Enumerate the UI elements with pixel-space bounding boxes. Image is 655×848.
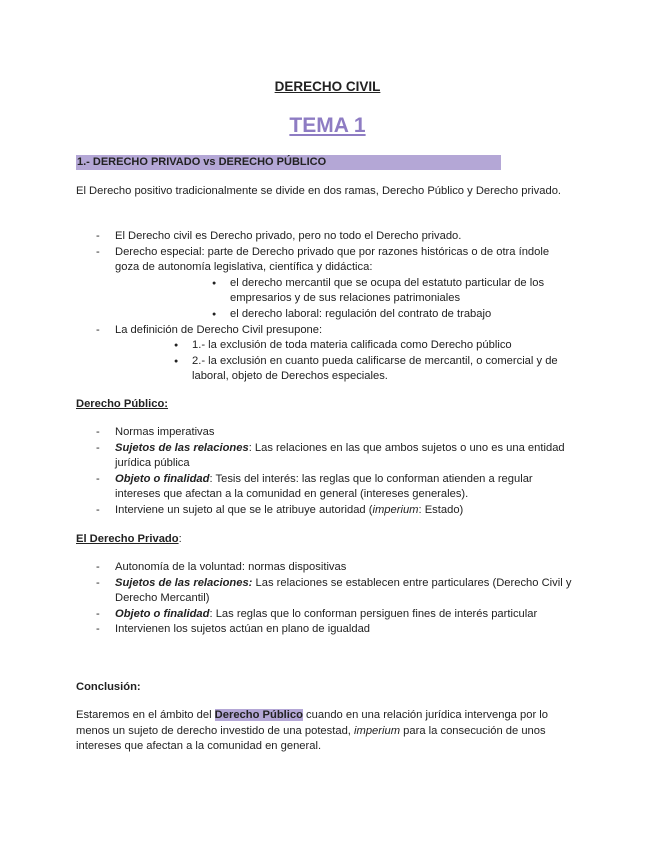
conclusion-text: cuando en una relación jurídica intervenga por lo menos un sujeto de derecho investido de una potestad, xyxy=(76,709,548,737)
characteristics-list xyxy=(76,229,576,385)
intro-paragraph: El Derecho positivo tradicionalmente se divide en dos ramas, Derecho Público y Derecho privado. xyxy=(76,185,562,197)
sub-list-item: ● el derecho laboral: regulación del contrato de trabajo xyxy=(115,307,576,323)
conclusion-heading: Conclusión: xyxy=(76,681,141,693)
item-label: Sujetos de las relaciones: xyxy=(115,576,253,589)
list-item xyxy=(76,576,576,607)
topic-title: TEMA 1 xyxy=(289,114,366,137)
conclusion-italic: imperium xyxy=(354,724,401,737)
list-item xyxy=(76,245,576,323)
sub-list-item: ● 2.- la exclusión en cuanto pueda calificarse de mercantil, o comercial y de laboral, objeto de Derechos especiales. xyxy=(115,354,576,385)
list-item xyxy=(76,323,576,385)
list-item: - Autonomía de la voluntad: normas dispositivas xyxy=(76,560,576,576)
item-italic: imperium xyxy=(372,503,419,516)
list-item: - Intervienen los sujetos actúan en plano de igualdad xyxy=(76,622,576,638)
item-label: Objeto o finalidad xyxy=(115,607,210,620)
derecho-privado-list xyxy=(76,560,576,638)
conclusion-paragraph xyxy=(76,708,576,755)
item-text: Interviene un sujeto al que se le atribuye autoridad ( xyxy=(115,503,373,516)
list-item xyxy=(76,503,576,519)
item-label: Objeto o finalidad xyxy=(115,472,210,485)
sub-list xyxy=(115,338,576,385)
derecho-privado-heading xyxy=(76,532,576,548)
list-item: - Normas imperativas xyxy=(76,425,576,441)
section-heading: 1.- DERECHO PRIVADO vs DERECHO PÚBLICO xyxy=(76,155,501,170)
item-text: : Estado) xyxy=(418,503,464,516)
conclusion-text: Estaremos en el ámbito del xyxy=(76,709,215,721)
sub-list xyxy=(115,276,576,323)
item-text: Las relaciones se establecen entre particulares (Derecho Civil y Derecho Mercantil) xyxy=(115,576,572,605)
item-text: : Las reglas que lo conforman persiguen fines de interés particular xyxy=(209,607,538,620)
document-title: DERECHO CIVIL xyxy=(274,79,381,94)
list-item xyxy=(76,472,576,503)
sub-list-item: ● 1.- la exclusión de toda materia calificada como Derecho público xyxy=(115,338,576,354)
derecho-publico-heading: Derecho Público: xyxy=(76,398,169,410)
list-item-text: La definición de Derecho Civil presupone: xyxy=(115,323,323,336)
list-item-text: Derecho especial: parte de Derecho privado que por razones históricas o de otra índole goza de autonomía legislativa, científica y didáctica: xyxy=(115,245,550,274)
heading-text: El Derecho Privado xyxy=(76,533,179,545)
item-label: Sujetos de las relaciones xyxy=(115,441,249,454)
list-item xyxy=(76,441,576,472)
item-text: : Las relaciones en las que ambos sujetos o uno es una entidad jurídica pública xyxy=(115,441,565,470)
list-item: - El Derecho civil es Derecho privado, pero no todo el Derecho privado. xyxy=(76,229,576,245)
sub-list-item: ● el derecho mercantil que se ocupa del estatuto particular de los empresarios y de sus relaciones patrimoniales xyxy=(115,276,576,307)
derecho-publico-list xyxy=(76,425,576,519)
heading-suffix: : xyxy=(178,533,182,545)
list-item xyxy=(76,607,576,623)
item-text: : Tesis del interés: las reglas que lo conforman atienden a regular intereses que afectan a la comunidad en general (intereses generales). xyxy=(115,472,533,501)
highlighted-term: Derecho Público xyxy=(214,709,303,721)
conclusion-text: para la consecución de unos intereses que afectan a la comunidad en general. xyxy=(76,724,546,753)
